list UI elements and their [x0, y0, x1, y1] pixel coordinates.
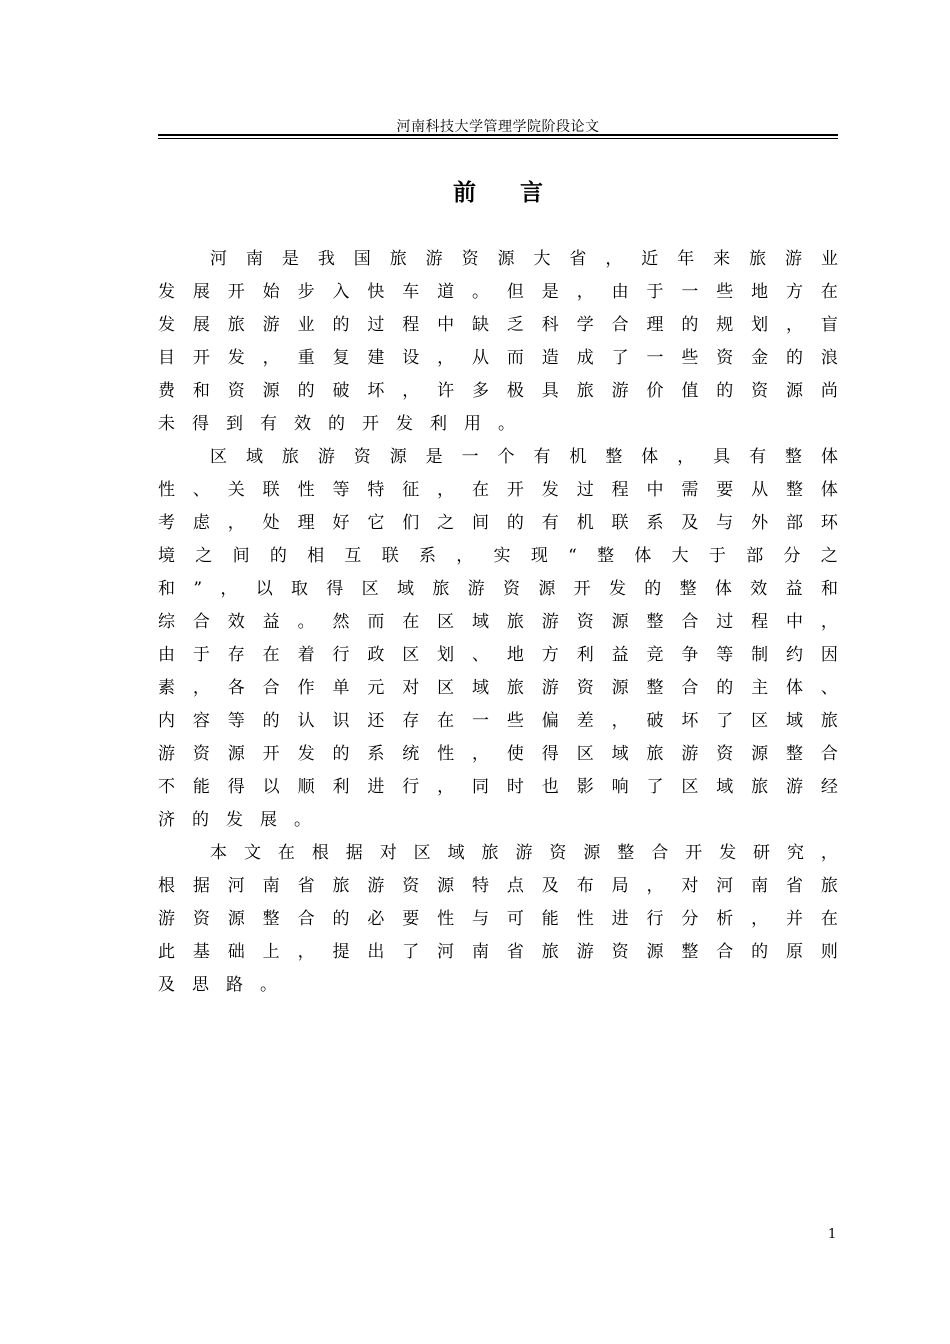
text-line: 综 合 效 益 。 然 而 在 区 域 旅 游 资 源 整 合 过 程 中 ， [158, 612, 838, 632]
text-line: 由 于 存 在 着 行 政 区 划 、 地 方 利 益 竞 争 等 制 约 因 [158, 645, 838, 665]
text-line: 济的发展。 [158, 810, 328, 830]
text-line: 此 基 础 上 ， 提 出 了 河 南 省 旅 游 资 源 整 合 的 原 则 [158, 942, 838, 962]
text-line: 素 ， 各 合 作 单 元 对 区 域 旅 游 资 源 整 合 的 主 体 、 [158, 678, 838, 698]
text-line: 费 和 资 源 的 破 坏 ， 许 多 极 具 旅 游 价 值 的 资 源 尚 [158, 381, 838, 401]
text-line: 游 资 源 整 合 的 必 要 性 与 可 能 性 进 行 分 析 ， 并 在 [158, 909, 838, 929]
paragraph-3 [158, 837, 838, 1002]
text-line: 发 展 旅 游 业 的 过 程 中 缺 乏 科 学 合 理 的 规 划 ， 盲 [158, 315, 838, 335]
text-line: 本 文 在 根 据 对 区 域 旅 游 资 源 整 合 开 发 研 究 ， [210, 843, 838, 863]
text-line: 境 之 间 的 相 互 联 系 ， 实 现 “ 整 体 大 于 部 分 之 [158, 546, 838, 566]
text-line: 目 开 发 ， 重 复 建 设 ， 从 而 造 成 了 一 些 资 金 的 浪 [158, 348, 838, 368]
text-line: 区 域 旅 游 资 源 是 一 个 有 机 整 体 ， 具 有 整 体 [210, 447, 838, 467]
text-line: 未得到有效的开发利用。 [158, 414, 532, 434]
text-line: 考 虑 ， 处 理 好 它 们 之 间 的 有 机 联 系 及 与 外 部 环 [158, 513, 838, 533]
text-line: 内 容 等 的 认 识 还 存 在 一 些 偏 差 ， 破 坏 了 区 域 旅 [158, 711, 838, 731]
text-line: 发 展 开 始 步 入 快 车 道 。 但 是 ， 由 于 一 些 地 方 在 [158, 282, 838, 302]
body-text [158, 243, 838, 1002]
text-line: 和 ” ， 以 取 得 区 域 旅 游 资 源 开 发 的 整 体 效 益 和 [158, 579, 838, 599]
page-title: 前言 [453, 179, 587, 206]
text-line: 游 资 源 开 发 的 系 统 性 ， 使 得 区 域 旅 游 资 源 整 合 [158, 744, 838, 764]
text-line: 性 、 关 联 性 等 特 征 ， 在 开 发 过 程 中 需 要 从 整 体 [158, 480, 838, 500]
paragraph-1 [158, 243, 838, 441]
header-rule-thin [158, 138, 838, 139]
running-header: 河南科技大学管理学院阶段论文 [396, 119, 600, 135]
text-line: 河 南 是 我 国 旅 游 资 源 大 省 ， 近 年 来 旅 游 业 [210, 249, 838, 269]
text-line: 根 据 河 南 省 旅 游 资 源 特 点 及 布 局 ， 对 河 南 省 旅 [158, 876, 838, 896]
paragraph-2 [158, 441, 838, 837]
text-line: 及思路。 [158, 975, 294, 995]
text-line: 不 能 得 以 顺 利 进 行 ， 同 时 也 影 响 了 区 域 旅 游 经 [158, 777, 838, 797]
page-number: 1 [828, 1227, 837, 1242]
header-rule-thick [158, 134, 838, 136]
